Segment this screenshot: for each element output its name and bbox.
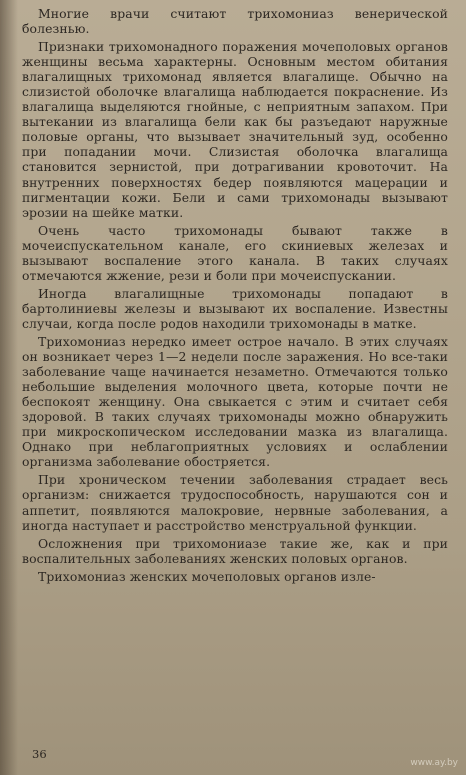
- paragraph-4: Иногда влагалищные трихомонады попадают в бартолиниевы железы и вызывают их воспаление. Известны случаи, когда после родов находили трихомонады в матке.: [22, 285, 448, 331]
- watermark: www.ay.by: [410, 758, 458, 768]
- paragraph-2: Признаки трихомонадного поражения мочеполовых органов женщины весьма характерны. Основным местом обитания влагалищных трихомонад является влагалище. Обычно на слизистой оболочке влагалища наблюдается покраснение. Из влагалища выделяются гнойные, с неприятным запахом. При вытекании из влагалища бели как бы разъедают наружные половые органы, что вызывает значительный зуд, особенно при попадании мочи. Слизистая оболочка влагалища становится зернистой, при дотрагивании кровоточит. На внутренних поверхностях бедер появляются мацерации и пигментации кожи. Бели и сами трихомонады вызывают эрозии на шейке матки.: [22, 39, 448, 220]
- body-text: [22, 6, 448, 587]
- page-gutter-shadow: [0, 0, 18, 775]
- paragraph-7: Осложнения при трихомониазе такие же, как и при воспалительных заболеваниях женских половых органов.: [22, 535, 448, 566]
- paragraph-8: Трихомониаз женских мочеполовых органов изле-: [38, 568, 376, 584]
- paragraph-3: Очень часто трихомонады бывают также в мочеиспускательном канале, его скиниевых железах и вызывают воспаление этого канала. В таких случаях отмечаются жжение, рези и боли при мочеиспускании.: [22, 222, 448, 283]
- page-number: 36: [32, 747, 47, 761]
- paragraph-5: Трихомониаз нередко имеет острое начало. В этих случаях он возникает через 1—2 недели после заражения. Но все-таки заболевание чаще начинается незаметно. Отмечаются только небольшие выделения молочного цвета, которые почти не беспокоят женщину. Она свыкается с этим и считает себя здоровой. В таких случаях трихомонады можно обнаружить при микроскопическом исследовании мазка из влагалища. Однако при неблагоприятных условиях и ослаблении организма заболевание обостряется.: [22, 333, 448, 470]
- paragraph-1: Многие врачи считают трихомониаз венерической болезнью.: [22, 6, 448, 37]
- paragraph-6: При хроническом течении заболевания страдает весь организм: снижается трудоспособность, нарушаются сон и аппетит, появляются малокровие, нервные заболевания, а иногда наступает и расстройство менструальной функции.: [22, 472, 448, 533]
